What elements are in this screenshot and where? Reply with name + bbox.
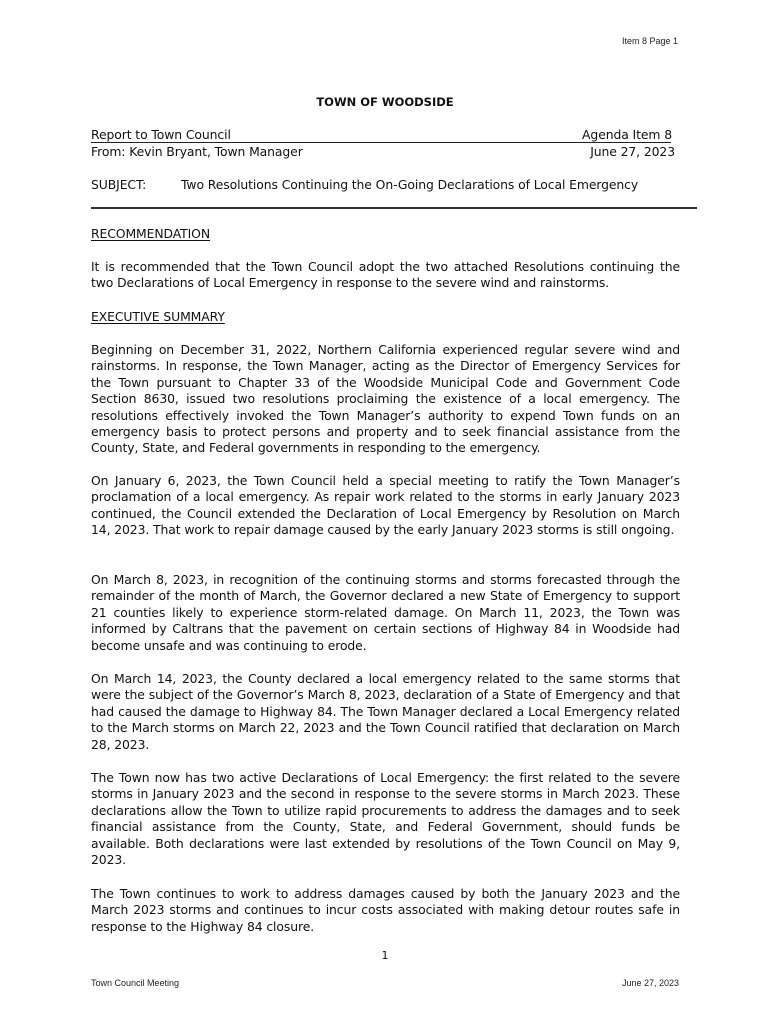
executive-summary-heading: EXECUTIVE SUMMARY	[91, 309, 225, 324]
report-divider	[91, 142, 671, 143]
recommendation-text: It is recommended that the Town Council adopt the two attached Resolutions continuing the two Declarations of Local Emergency in response to the severe wind and rainstorms.	[91, 259, 680, 291]
page-number: 1	[381, 949, 389, 962]
summary-paragraph-4: On March 14, 2023, the County declared a local emergency related to the same storms that were the subject of the Governor’s March 8, 2023, declaration of a State of Emergency and that had caused the damage to Highway 84. The Town Manager declared a Local Emergency related to the March storms on March 22, 2023 and the Town Council ratified that declaration on March 28, 2023.	[91, 671, 680, 752]
summary-paragraph-2: On January 6, 2023, the Town Council held a special meeting to ratify the Town Manager’s proclamation of a local emergency. As repair work related to the storms in early January 2023 continued, the Council extended the Declaration of Local Emergency by Resolution on March 14, 2023. That work to repair damage caused by the early January 2023 storms is still ongoing.	[91, 473, 680, 538]
subject-text: Two Resolutions Continuing the On-Going Declarations of Local Emergency	[181, 177, 639, 192]
subject-divider	[91, 207, 697, 209]
recommendation-heading: RECOMMENDATION	[91, 226, 211, 241]
summary-paragraph-6: The Town continues to work to address damages caused by both the January 2023 and the March 2023 storms and continues to incur costs associated with making detour routes safe in response to the Highway 84 closure.	[91, 886, 680, 934]
report-from: From: Kevin Bryant, Town Manager	[91, 144, 303, 159]
summary-paragraph-1: Beginning on December 31, 2022, Northern California experienced regular severe wind and rainstorms. In response, the Town Manager, acting as the Director of Emergency Services for the Town pursuant to Chapter 33 of the Woodside Municipal Code and Government Code Section 8630, issued two resolutions proclaiming the existence of a local emergency. The resolutions effectively invoked the Town Manager’s authority to expend Town funds on an emergency basis to protect persons and property and to seek financial assistance from the County, State, and Federal governments in responding to the emergency.	[91, 342, 680, 456]
report-to: Report to Town Council	[91, 127, 231, 142]
report-date: June 27, 2023	[590, 144, 675, 159]
summary-paragraph-5: The Town now has two active Declarations of Local Emergency: the first related to the severe storms in January 2023 and the second in response to the severe storms in March 2023. These declarations allow the Town to utilize rapid procurements to address the damages and to seek financial assistance from the County, State, and Federal Government, should funds be available. Both declarations were last extended by resolutions of the Town Council on May 9, 2023.	[91, 770, 680, 868]
footer-left: Town Council Meeting	[91, 978, 180, 988]
summary-paragraph-3: On March 8, 2023, in recognition of the continuing storms and storms forecasted through the remainder of the month of March, the Governor declared a new State of Emergency to support 21 counties likely to experience storm-related damage. On March 11, 2023, the Town was informed by Caltrans that the pavement on certain sections of Highway 84 in Woodside had become unsafe and was continuing to erode.	[91, 572, 680, 653]
agenda-item: Agenda Item 8	[582, 127, 672, 142]
document-title: TOWN OF WOODSIDE	[316, 95, 454, 109]
footer-right: June 27, 2023	[621, 978, 679, 988]
page-header-item: Item 8 Page 1	[621, 36, 678, 46]
subject-label: SUBJECT:	[91, 177, 147, 192]
